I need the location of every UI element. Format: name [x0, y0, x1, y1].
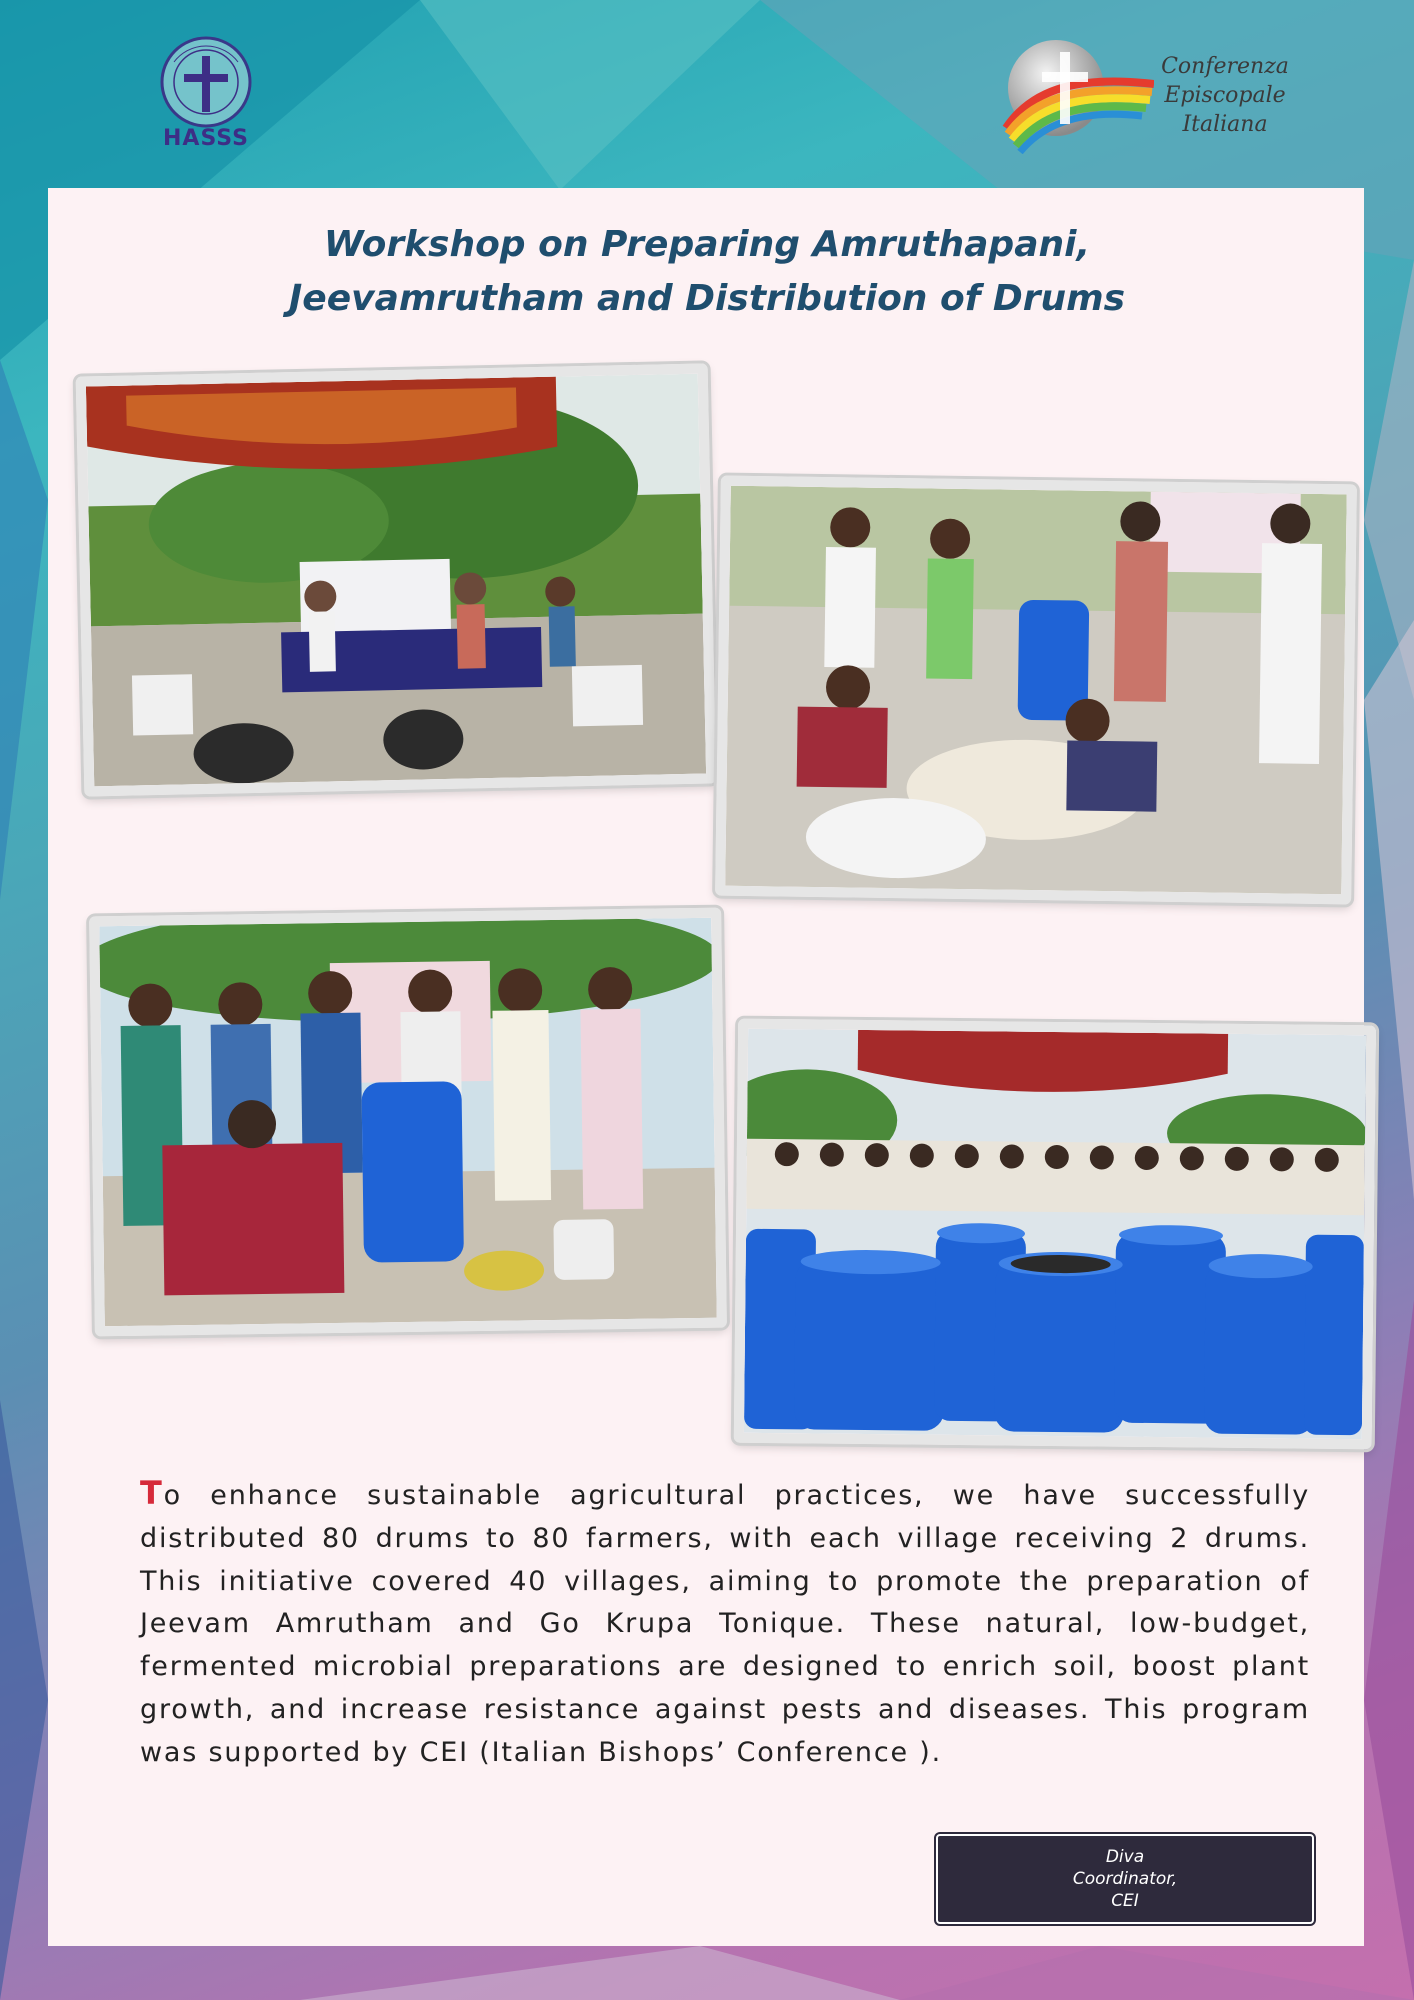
body-text: o enhance sustainable agricultural practices, we have successfully distributed 80 drums to 80 farmers, with each village receiving 2 drums. This initiative covered 40 villages, aiming to promote the preparation of Jeevam Amrutham and Go Krupa Tonique. These natural, low-budget, fermented microbial preparations are designed to enrich soil, boost plant growth, and increase resistance against pests and diseases. This program was supported by CEI (Italian Bishops’ Conference ). — [140, 1480, 1310, 1768]
title-line-2: Jeevamrutham and Distribution of Drums — [288, 278, 1126, 319]
page-title — [0, 218, 1414, 326]
cei-line-2: Episcopale — [1164, 83, 1286, 108]
photo-workshop-canopy — [76, 363, 717, 796]
body-paragraph — [140, 1472, 1310, 1775]
cei-logo — [994, 36, 1154, 154]
title-line-1: Workshop on Preparing Amruthapani, — [323, 224, 1091, 265]
photo-drum-distribution-group — [734, 1019, 1376, 1450]
signature-box — [936, 1834, 1314, 1924]
cei-logo-text — [1140, 52, 1310, 139]
cei-line-1: Conferenza — [1161, 54, 1289, 79]
signature-org: CEI — [1111, 1891, 1139, 1911]
signature-name: Diva — [1105, 1847, 1145, 1867]
signature-role: Coordinator, — [1072, 1869, 1178, 1889]
drop-cap: T — [140, 1474, 164, 1512]
cei-line-3: Italiana — [1182, 112, 1268, 137]
hasss-logo-label: HASSS — [163, 126, 249, 151]
photo-mixing-preparation — [715, 476, 1357, 905]
photo-drum-filling — [89, 908, 727, 1337]
